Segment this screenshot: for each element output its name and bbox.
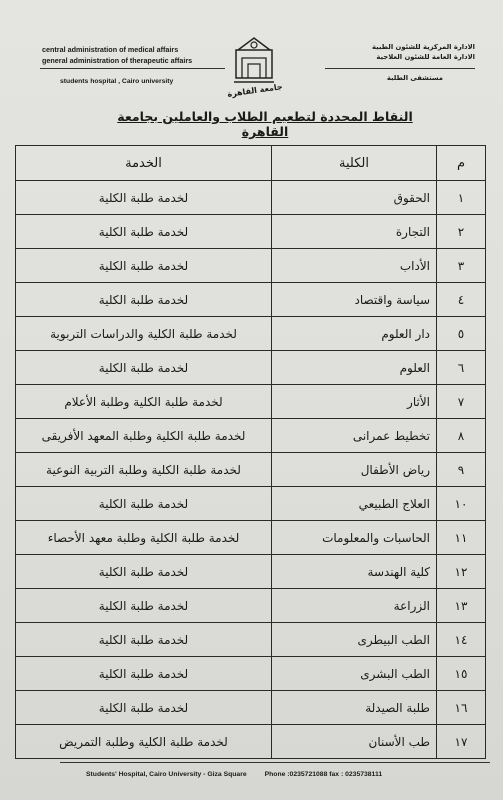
row-num: ٤ (437, 283, 486, 317)
row-num: ١٣ (437, 589, 486, 623)
row-num: ٧ (437, 385, 486, 419)
row-service: لخدمة طلبة الكلية وطلبة معهد الأحصاء (16, 521, 272, 555)
row-faculty: الأثار (272, 385, 437, 419)
row-faculty: الزراعة (272, 589, 437, 623)
row-faculty: طلبة الصيدلة (272, 691, 437, 725)
row-faculty: العلوم (272, 351, 437, 385)
table-row (16, 453, 486, 487)
row-num: ١٥ (437, 657, 486, 691)
header-en-line1: central administration of medical affairs (42, 45, 179, 54)
row-num: ١٠ (437, 487, 486, 521)
row-service: لخدمة طلبة الكلية (16, 249, 272, 283)
header-service: الخدمة (16, 146, 272, 181)
row-faculty: الحقوق (272, 181, 437, 215)
row-service: لخدمة طلبة الكلية وطلبة الأعلام (16, 385, 272, 419)
table-row (16, 215, 486, 249)
footer-phone: Phone :0235721088 fax : 0235738111 (264, 771, 383, 778)
header-ar-line1: الادارة المركزية للشئون الطبية (371, 43, 475, 51)
header-ar-line2: الادارة العامة للشئون العلاجية (376, 53, 475, 61)
table-row (16, 623, 486, 657)
header-arabic (305, 42, 475, 62)
row-num: ٩ (437, 453, 486, 487)
vaccination-points-table (15, 145, 486, 759)
row-num: ١٦ (437, 691, 486, 725)
table-row (16, 521, 486, 555)
table-header-row (16, 146, 486, 181)
row-service: لخدمة طلبة الكلية (16, 283, 272, 317)
row-num: ٦ (437, 351, 486, 385)
row-service: لخدمة طلبة الكلية (16, 555, 272, 589)
footer (86, 771, 382, 778)
row-num: ١٢ (437, 555, 486, 589)
logo-caption: جامعة القاهرة (226, 82, 284, 99)
row-service: لخدمة طلبة الكلية والدراسات التربوية (16, 317, 272, 351)
row-faculty: الطب البيطرى (272, 623, 437, 657)
header-faculty: الكلية (272, 146, 437, 181)
row-num: ٣ (437, 249, 486, 283)
footer-address: Students' Hospital, Cairo University - Giza Square (86, 771, 247, 778)
row-faculty: دار العلوم (272, 317, 437, 351)
table-row (16, 657, 486, 691)
document-title: النقاط المحددة لتطعيم الطلاب والعاملين بجامعة القاهرة (117, 109, 413, 139)
row-faculty: التجارة (272, 215, 437, 249)
table-row (16, 181, 486, 215)
row-num: ١ (437, 181, 486, 215)
row-num: ١١ (437, 521, 486, 555)
header-divider-left (40, 68, 225, 69)
row-num: ٢ (437, 215, 486, 249)
table-row (16, 351, 486, 385)
row-faculty: العلاج الطبيعي (272, 487, 437, 521)
table-row (16, 283, 486, 317)
row-faculty: طب الأسنان (272, 725, 437, 759)
table-row (16, 589, 486, 623)
row-service: لخدمة طلبة الكلية وطلبة التمريض (16, 725, 272, 759)
table-row (16, 725, 486, 759)
row-service: لخدمة طلبة الكلية (16, 691, 272, 725)
university-logo-icon (232, 34, 276, 86)
row-service: لخدمة طلبة الكلية (16, 487, 272, 521)
header-divider-right (325, 68, 475, 69)
table-row (16, 317, 486, 351)
row-faculty: سياسة واقتصاد (272, 283, 437, 317)
row-faculty: رياض الأطفال (272, 453, 437, 487)
row-service: لخدمة طلبة الكلية (16, 215, 272, 249)
row-faculty: الطب البشرى (272, 657, 437, 691)
row-service: لخدمة طلبة الكلية (16, 657, 272, 691)
table-row (16, 419, 486, 453)
row-service: لخدمة طلبة الكلية (16, 181, 272, 215)
row-faculty: تخطيط عمرانى (272, 419, 437, 453)
footer-divider (60, 762, 490, 763)
table-row (16, 487, 486, 521)
table-row (16, 249, 486, 283)
row-num: ١٤ (437, 623, 486, 657)
row-num: ٥ (437, 317, 486, 351)
header-english (42, 44, 227, 66)
row-faculty: الحاسبات والمعلومات (272, 521, 437, 555)
header-en-hospital: students hospital , Cairo university (60, 78, 174, 85)
row-faculty: الأداب (272, 249, 437, 283)
row-service: لخدمة طلبة الكلية (16, 351, 272, 385)
row-service: لخدمة طلبة الكلية (16, 589, 272, 623)
header-num: م (437, 146, 486, 181)
table-row (16, 691, 486, 725)
row-num: ١٧ (437, 725, 486, 759)
row-service: لخدمة طلبة الكلية وطلبة التربية النوعية (16, 453, 272, 487)
header-ar-hospital: مستشفى الطلبة (386, 74, 443, 82)
row-num: ٨ (437, 419, 486, 453)
table-row (16, 385, 486, 419)
table-row (16, 555, 486, 589)
row-service: لخدمة طلبة الكلية (16, 623, 272, 657)
header-en-line2: general administration of therapeutic affairs (42, 56, 193, 65)
row-faculty: كلية الهندسة (272, 555, 437, 589)
row-service: لخدمة طلبة الكلية وطلبة المعهد الأفريقى (16, 419, 272, 453)
